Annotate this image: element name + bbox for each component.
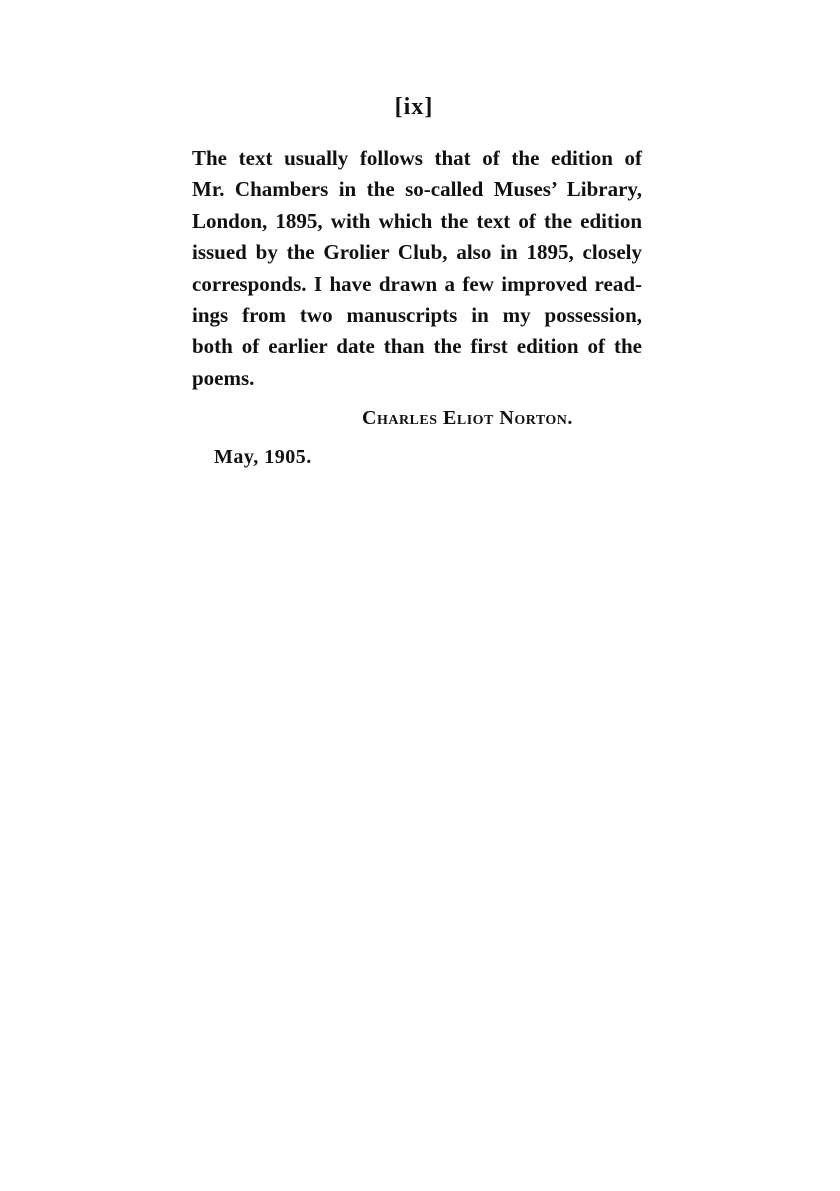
preface-paragraph [192,143,642,394]
date-line: May, 1905. [214,446,312,468]
paragraph-line: both of earlier date than the first edition of the [192,334,642,359]
paragraph-line: Mr. Chambers in the so-called Muses’ Library, [192,177,642,202]
paragraph-line: issued by the Grolier Club, also in 1895, closely [192,240,642,265]
paragraph-line: The text usually follows that of the edition of [192,146,642,170]
author-signature: Charles Eliot Norton. [362,407,573,429]
paragraph-line: corresponds. I have drawn a few improved read- [192,271,642,296]
paragraph-line: poems. [192,365,255,390]
paragraph-line: London, 1895, with which the text of the edition [192,208,642,233]
paragraph-line: ings from two manuscripts in my possession, [192,303,642,328]
page-number: [ix] [394,94,434,120]
